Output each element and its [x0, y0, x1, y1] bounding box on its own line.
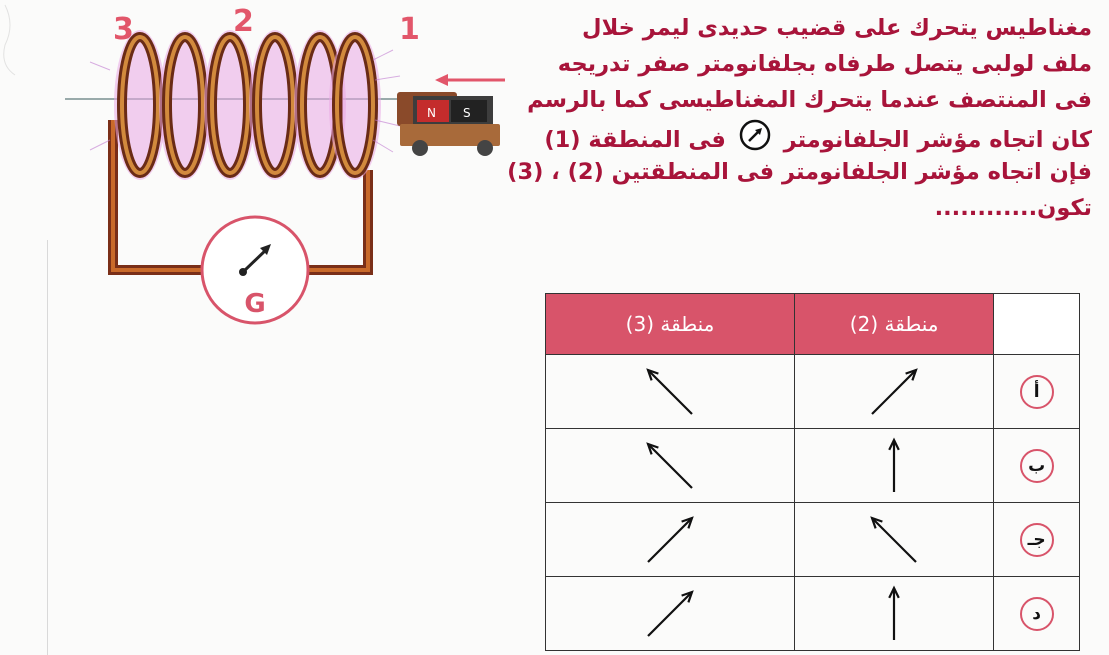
direction-arrow-up-right	[859, 360, 929, 424]
direction-arrow-up-left	[635, 360, 705, 424]
magnet-cart	[397, 92, 500, 156]
table-row	[546, 503, 1080, 577]
coil-diagram	[55, 0, 545, 330]
wire-right	[305, 170, 368, 270]
zone-3-cell	[546, 355, 795, 429]
question-line-3: فى المنتصف عندما يتحرك المغناطيسى كما بالرسم	[527, 87, 1092, 113]
question-line-6: تكون............	[934, 195, 1092, 221]
zone-2-cell	[795, 503, 994, 577]
direction-arrow-up	[859, 434, 929, 498]
question-line-4a: كان اتجاه مؤشر الجلفانومتر	[783, 127, 1092, 153]
galvanometer	[202, 217, 308, 323]
option-badge[interactable]: أ	[1020, 375, 1054, 409]
option-cell[interactable]	[994, 577, 1080, 651]
direction-arrow-up-right	[635, 508, 705, 572]
zone-3-label: 3	[113, 12, 134, 47]
zone-3-cell	[546, 503, 795, 577]
galvanometer-label: G	[244, 289, 266, 319]
question-line-4b: فى المنطقة (1)	[544, 127, 726, 153]
question-line-1: مغناطيس يتحرك على قضيب حديدى ليمر خلال	[582, 15, 1092, 41]
question-text	[507, 10, 1092, 226]
zone-1-label: 1	[399, 12, 420, 47]
direction-arrow-up-left	[635, 434, 705, 498]
zone-2-label: 2	[233, 4, 254, 39]
magnet-s-text: S	[463, 106, 471, 120]
option-cell[interactable]	[994, 429, 1080, 503]
header-zone-3: منطقة (3)	[546, 294, 795, 355]
zone-2-cell	[795, 429, 994, 503]
option-cell[interactable]	[994, 355, 1080, 429]
question-line-5: فإن اتجاه مؤشر الجلفانومتر فى المنطقتين (2) ، (3)	[507, 159, 1092, 185]
option-badge[interactable]: ب	[1020, 449, 1054, 483]
option-badge[interactable]: جـ	[1020, 523, 1054, 557]
table-row	[546, 429, 1080, 503]
coil-turns	[114, 30, 381, 180]
table-row	[546, 355, 1080, 429]
scan-mark	[0, 0, 38, 80]
question-line-4	[544, 118, 1092, 154]
coil-figure	[55, 0, 545, 330]
table-row	[546, 577, 1080, 651]
option-badge[interactable]: د	[1020, 597, 1054, 631]
zone-3-cell	[546, 577, 795, 651]
direction-arrow-up	[859, 582, 929, 646]
direction-arrow-up-right	[635, 582, 705, 646]
header-zone-2: منطقة (2)	[795, 294, 994, 355]
question-line-2: ملف لولبى يتصل طرفاه بجلفانومتر صفر تدريجه	[557, 51, 1092, 77]
page-fold-line	[47, 240, 48, 655]
zone-2-cell	[795, 355, 994, 429]
answer-table	[545, 293, 1080, 651]
zone-2-cell	[795, 577, 994, 651]
option-cell[interactable]	[994, 503, 1080, 577]
header-empty	[994, 294, 1080, 355]
direction-arrow-up-left	[859, 508, 929, 572]
zone-3-cell	[546, 429, 795, 503]
header-row	[546, 294, 1080, 355]
magnet-n-text: N	[427, 106, 436, 120]
